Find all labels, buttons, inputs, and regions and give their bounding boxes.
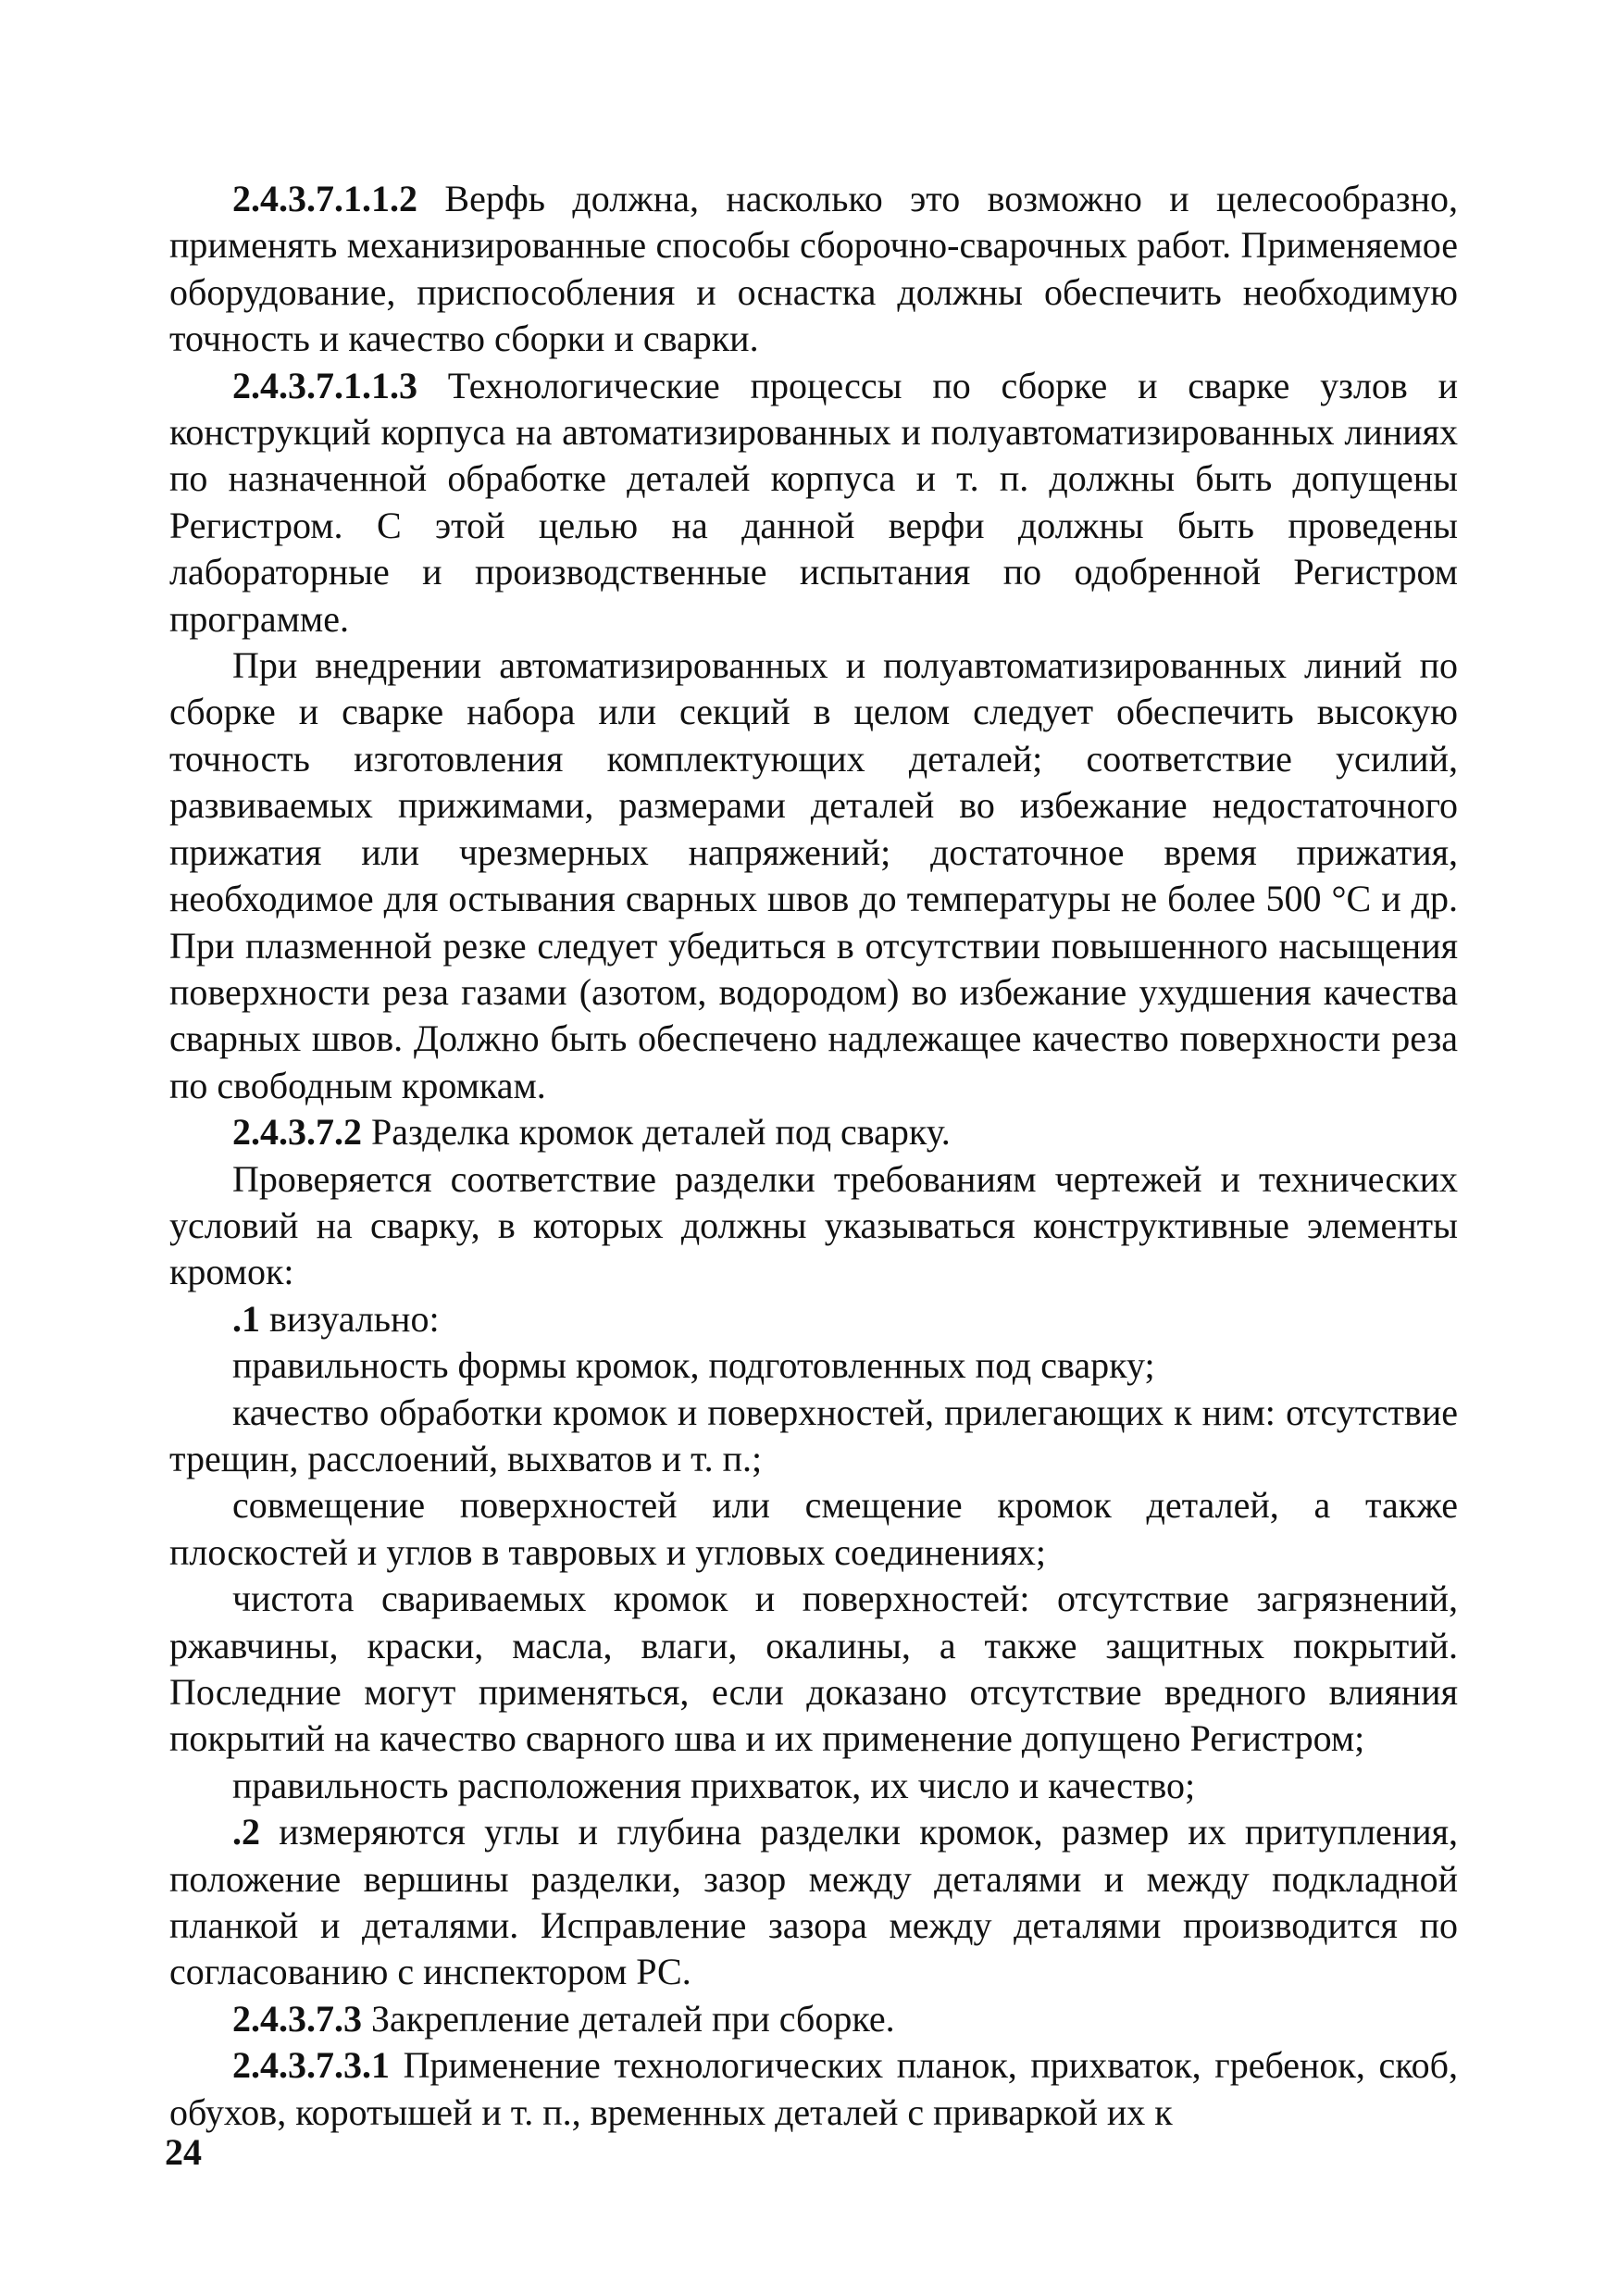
- body-text: [169, 176, 1458, 2136]
- paragraph-2-4-3-7-1-1-2: [169, 176, 1458, 363]
- clause-number: 2.4.3.7.1.1.3: [232, 364, 417, 406]
- list-item-2: [169, 1809, 1458, 1996]
- paragraph-text: При внедрении автоматизированных и полуавтоматизированных линий по сборке и сварке набора или секций в целом следует обеспечить высокую точность изготовления комплектующих деталей; соответствие усилий, развиваемых прижимами, размерами деталей во избежание недостаточного прижатия или чрезмерных напряжений; достаточное время прижатия, необходимое для остывания сварных швов до температуры не более 500 °С и др. При плазменной резке следует убедиться в отсутствии повышенного насыщения поверхности реза газами (азотом, водородом) во избежание ухудшения качества сварных швов. Должно быть обеспечено надлежащее качество поверхности реза по свободным кромкам.: [169, 644, 1458, 1106]
- list-number: .2: [232, 1811, 260, 1853]
- list-subitem-cleanliness: [169, 1576, 1458, 1763]
- paragraph-text: Технологические процессы по сборке и сварке узлов и конструкций корпуса на автоматизированных и полуавтоматизированных линиях по назначенной обработке деталей корпуса и т. п. должны быть допущены Регистром. С этой целью на данной верфи должны быть проведены лабораторные и производственные испытания по одобренной Регистром программе.: [169, 364, 1458, 640]
- paragraph-text: Применение технологических планок, прихваток, гребенок, скоб, обухов, коротышей и т. п., временных деталей с приваркой их к: [169, 2044, 1458, 2133]
- paragraph-text: Разделка кромок деталей под сварку.: [362, 1111, 951, 1154]
- paragraph-2-4-3-7-1-1-3: [169, 363, 1458, 643]
- paragraph-edge-check: [169, 1156, 1458, 1296]
- paragraph-text: качество обработки кромок и поверхностей, прилегающих к ним: отсутствие трещин, расслоений, выхватов и т. п.;: [169, 1391, 1458, 1479]
- list-subitem-alignment: [169, 1482, 1458, 1576]
- paragraph-automation-lines: [169, 643, 1458, 1109]
- paragraph-2-4-3-7-3-1: [169, 2042, 1458, 2136]
- paragraph-2-4-3-7-2: [169, 1109, 1458, 1155]
- list-item-1: [169, 1296, 1458, 1342]
- list-number: .1: [232, 1297, 260, 1340]
- paragraph-text: Закрепление деталей при сборке.: [362, 1997, 895, 2040]
- paragraph-text: измеряются углы и глубина разделки кромок, размер их притупления, положение вершины разделки, зазор между деталями и между подкладной планкой и деталями. Исправление зазора между деталями производится по согласованию с инспектором РС.: [169, 1811, 1458, 1993]
- paragraph-text: правильность формы кромок, подготовленных под сварку;: [232, 1344, 1155, 1387]
- paragraph-text: визуально:: [260, 1297, 440, 1340]
- paragraph-text: Проверяется соответствие разделки требованиям чертежей и технических условий на сварку, в которых должны указываться конструктивные элементы кромок:: [169, 1157, 1458, 1293]
- paragraph-2-4-3-7-3: [169, 1996, 1458, 2042]
- paragraph-text: чистота свариваемых кромок и поверхностей: отсутствие загрязнений, ржавчины, краски, масла, влаги, окалины, а также защитных покрытий. Последние могут применяться, если доказано отсутствие вредного влияния покрытий на качество сварного шва и их применение допущено Регистром;: [169, 1578, 1458, 1760]
- paragraph-text: правильность расположения прихваток, их число и качество;: [232, 1764, 1196, 1806]
- paragraph-text: Верфь должна, насколько это возможно и целесообразно, применять механизированные способы сборочно-сварочных работ. Применяемое оборудование, приспособления и оснастка должны обеспечить необходимую точность и качество сборки и сварки.: [169, 178, 1458, 360]
- paragraph-text: совмещение поверхностей или смещение кромок деталей, а также плоскостей и углов в тавровых и угловых соединениях;: [169, 1484, 1458, 1573]
- clause-number: 2.4.3.7.3: [232, 1997, 362, 2040]
- page-number: 24: [165, 2131, 202, 2173]
- clause-number: 2.4.3.7.3.1: [232, 2044, 390, 2087]
- clause-number: 2.4.3.7.2: [232, 1111, 362, 1154]
- list-subitem-edge-shape: [169, 1342, 1458, 1389]
- clause-number: 2.4.3.7.1.1.2: [232, 178, 417, 219]
- list-subitem-tack-welds: [169, 1763, 1458, 1809]
- list-subitem-processing-quality: [169, 1390, 1458, 1483]
